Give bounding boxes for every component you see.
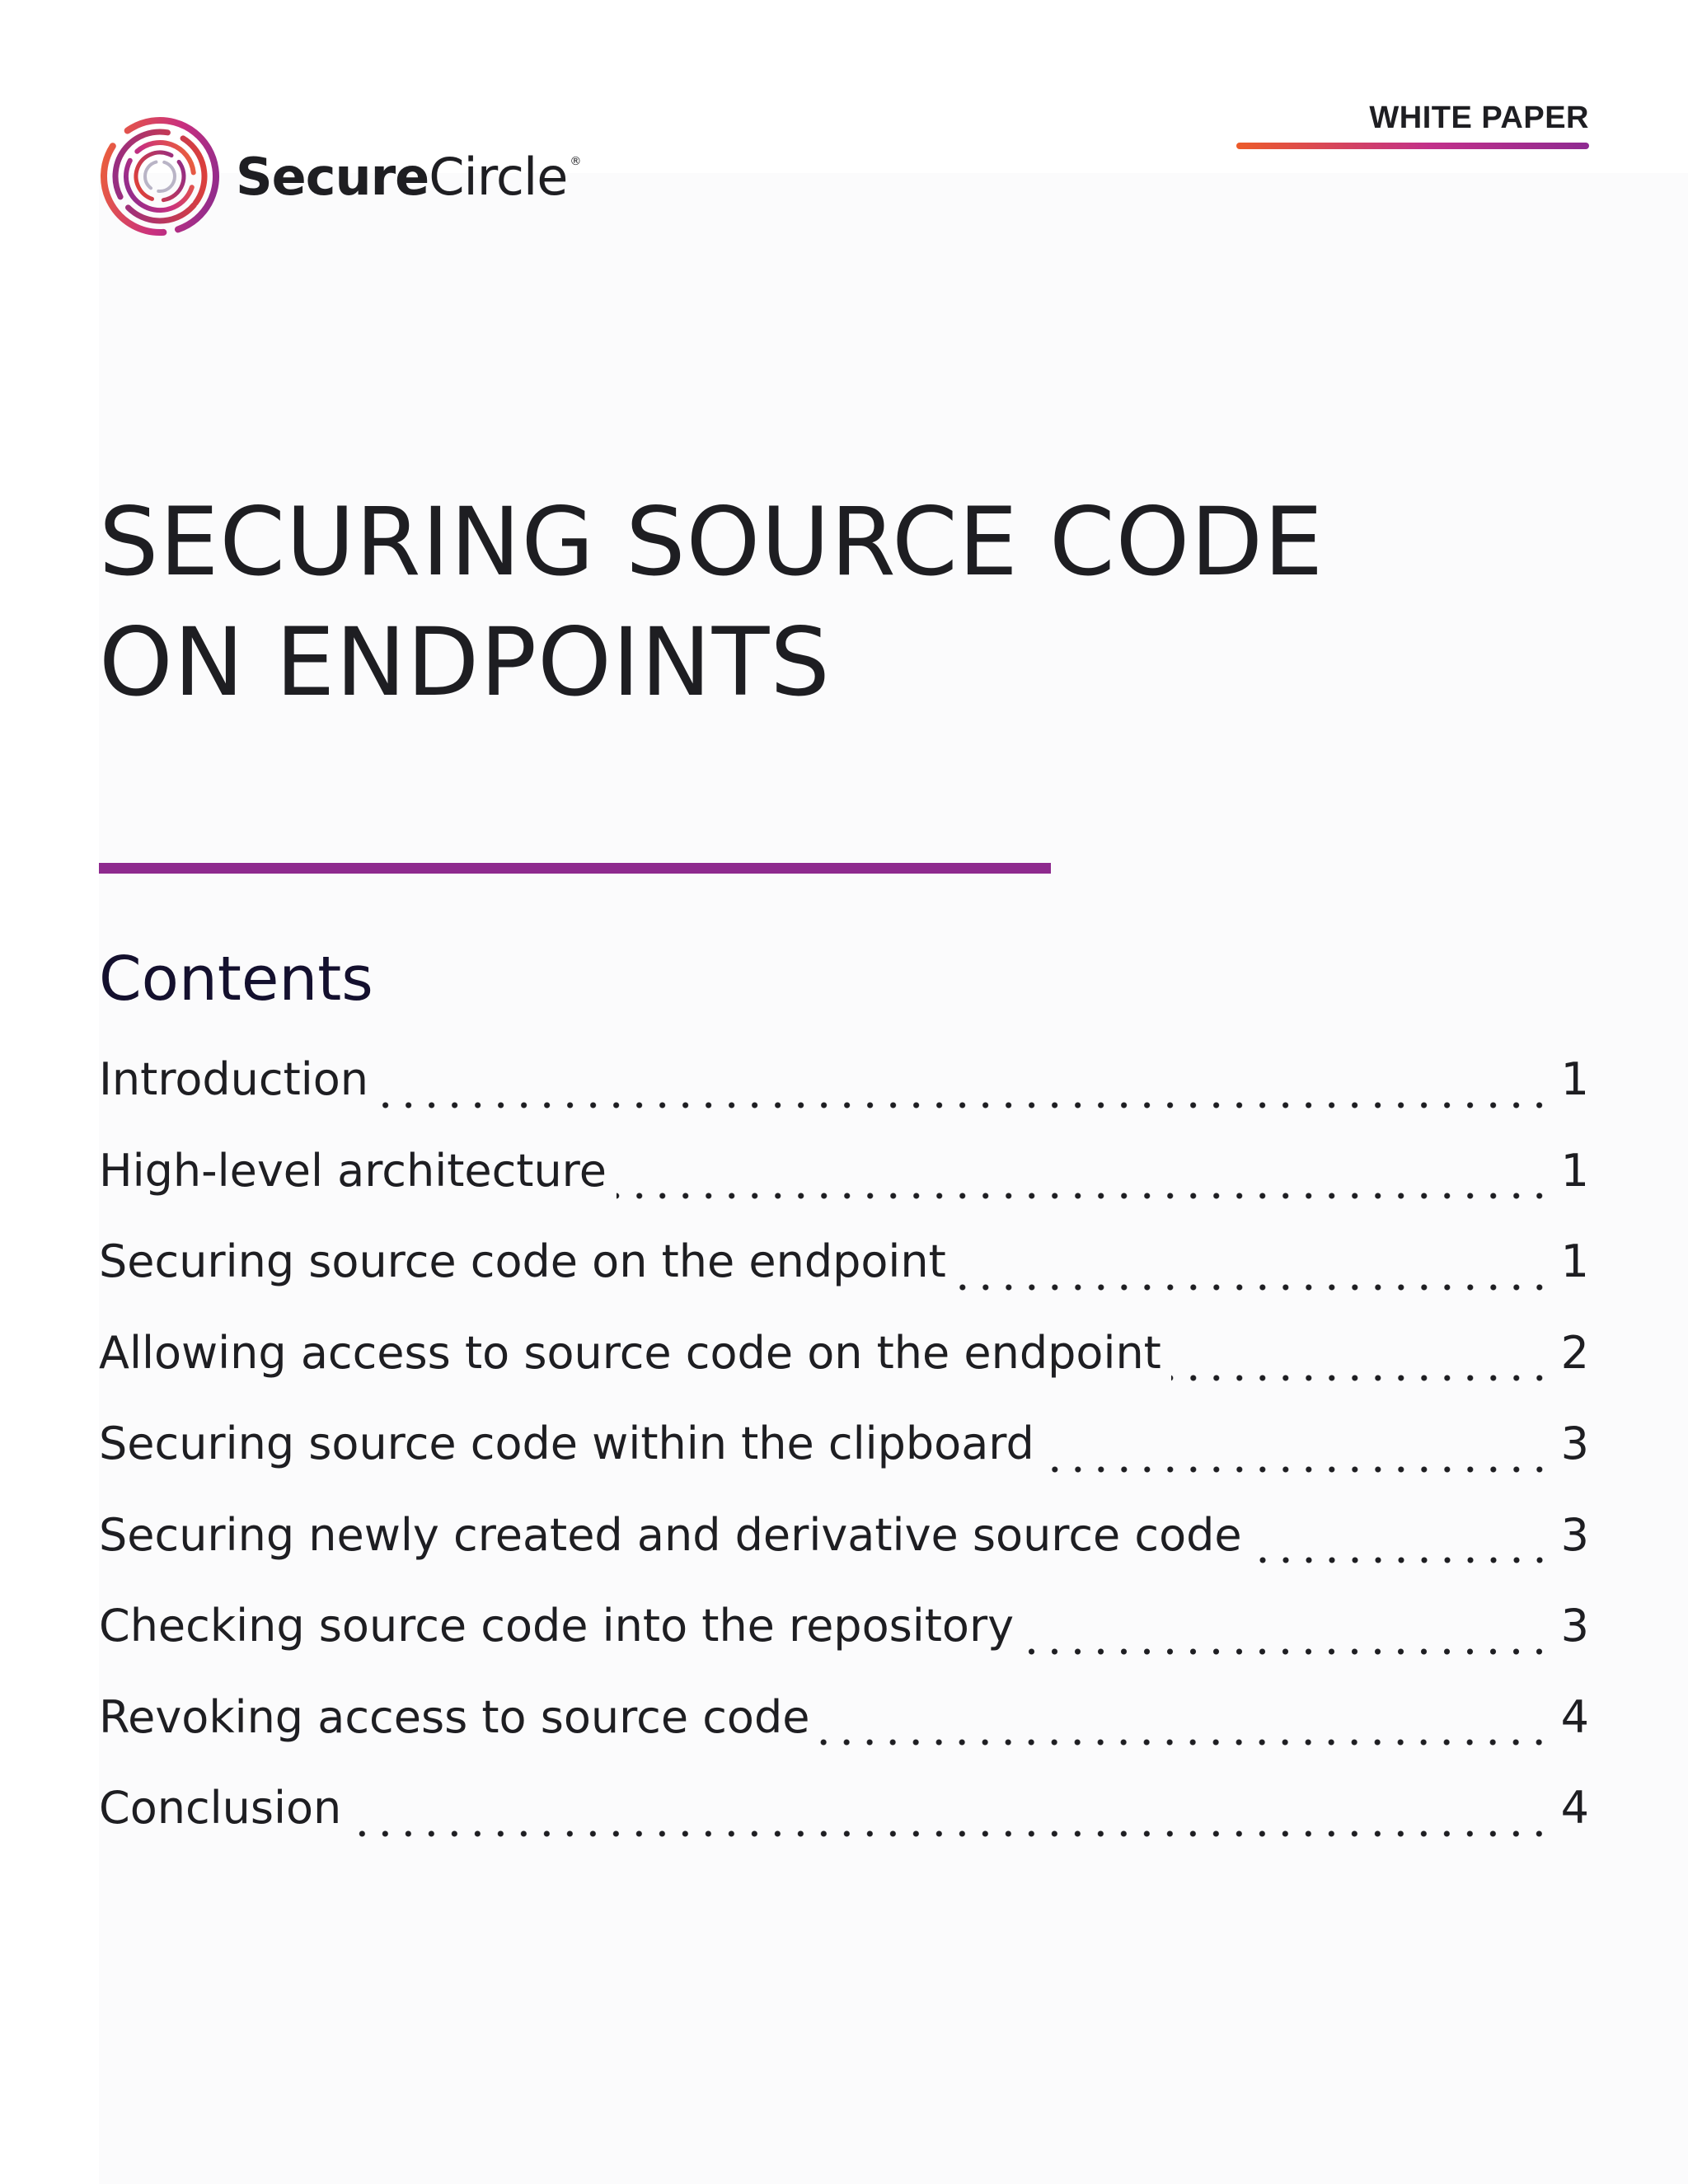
page-title [99,482,1335,723]
registered-mark: ® [570,154,581,168]
toc-entry-label: High-level architecture [99,1144,607,1197]
brand-name-light: Circle [429,146,568,207]
toc-page-number: 3 [1560,1418,1589,1469]
toc-entry-label: Allowing access to source code on the endpoint [99,1326,1161,1379]
toc-entry-label: Securing source code within the clipboard [99,1418,1034,1469]
title-line-2: ON ENDPOINTS [99,607,831,717]
table-of-contents [99,1043,1589,1863]
toc-entry-clipboard[interactable] [99,1407,1589,1498]
toc-entry-introduction[interactable] [99,1043,1589,1134]
toc-entry-label: Introduction [99,1053,369,1105]
toc-page-number: 1 [1560,1053,1589,1105]
title-divider [99,863,1051,874]
brand-logo [97,114,580,239]
toc-dot-leader [1171,1374,1551,1382]
toc-page-number: 3 [1560,1508,1589,1561]
toc-page-number: 1 [1560,1235,1589,1287]
toc-entry-conclusion[interactable] [99,1771,1589,1863]
toc-dot-leader [378,1101,1551,1109]
toc-entry-derivative-code[interactable] [99,1498,1589,1590]
toc-entry-securing-source-code-endpoint[interactable] [99,1225,1589,1316]
toc-dot-leader [351,1830,1550,1838]
toc-dot-leader [1252,1556,1551,1564]
toc-entry-label: Checking source code into the repository [99,1600,1015,1652]
toc-entry-label: Securing newly created and derivative source code [99,1508,1242,1561]
title-line-1: SECURING SOURCE CODE [99,487,1325,597]
toc-entry-label: Conclusion [99,1782,342,1834]
toc-dot-leader [1024,1647,1551,1656]
toc-entry-label: Securing source code on the endpoint [99,1235,946,1287]
toc-page-number: 4 [1560,1782,1589,1834]
toc-entry-revoking-access[interactable] [99,1680,1589,1772]
toc-page-number: 4 [1560,1690,1589,1743]
toc-page-number: 3 [1560,1600,1589,1652]
toc-dot-leader [819,1738,1550,1746]
toc-entry-allowing-access[interactable] [99,1316,1589,1408]
document-type-label: WHITE PAPER [1369,101,1589,135]
toc-page-number: 1 [1560,1144,1589,1197]
toc-dot-leader [617,1192,1551,1200]
toc-page-number: 2 [1560,1326,1589,1379]
concentric-circles-logo-icon [97,114,223,239]
brand-wordmark [236,147,580,207]
toc-entry-high-level-architecture[interactable] [99,1134,1589,1226]
toc-dot-leader [956,1283,1551,1291]
toc-entry-label: Revoking access to source code [99,1690,810,1743]
toc-entry-repository[interactable] [99,1589,1589,1680]
toc-dot-leader [1044,1465,1551,1474]
document-type-underline [1236,143,1589,149]
brand-name-bold: Secure [236,146,429,207]
contents-heading: Contents [99,944,373,1015]
